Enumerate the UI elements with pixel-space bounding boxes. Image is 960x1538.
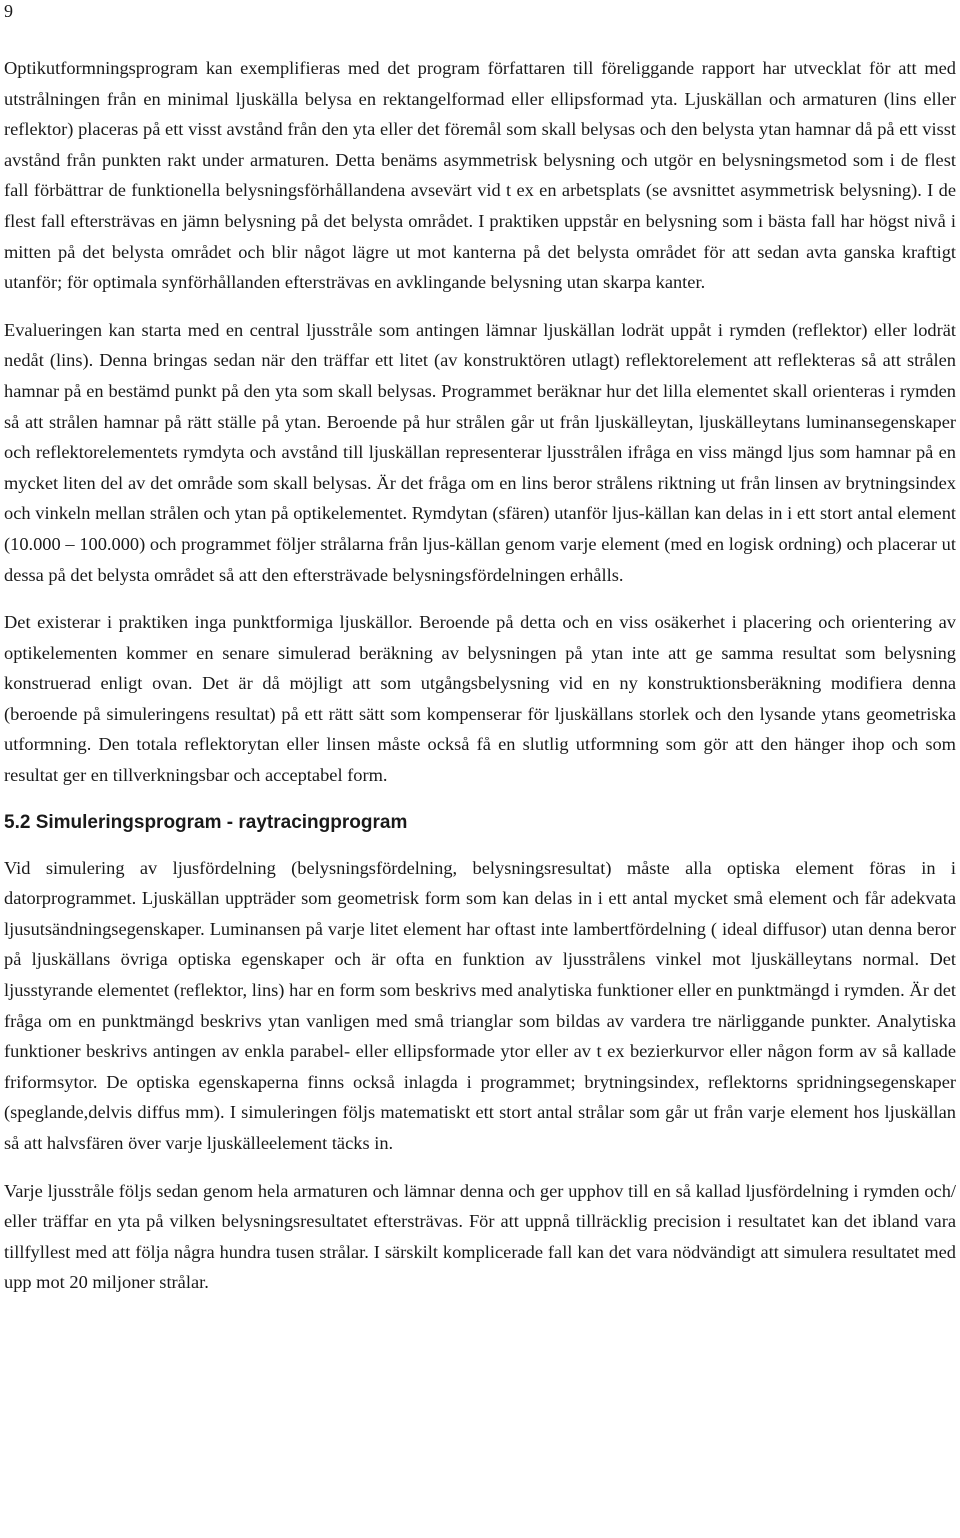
document-body xyxy=(4,53,956,1298)
paragraph-point-sources: Det existerar i praktiken inga punktformiga ljuskällor. Beroende på detta och en viss osäkerhet i placering och orientering av optikelementen kommer en senare simulerad beräkning av belysningen på ytan inte att ge samma resultat som belysning konstruerad enligt ovan. Det är då möjligt att som utgångsbelysning vid en ny konstruktionsberäkning modifiera denna (beroende på simuleringens resultat) på ett rätt sätt som kompenserar för ljuskällans storlek och den lysande ytans geometriska utformning. Den totala reflektorytan eller linsen måste också få en slutlig utformning som gör att den hänger ihop och som resultat ger en tillverkningsbar och acceptabel form. xyxy=(4,612,956,786)
paragraph-simulation: Vid simulering av ljusfördelning (belysningsfördelning, belysningsresultat) måste alla optiska element föras in i datorprogrammet. Ljuskällan uppträder som geometrisk form som kan delas in i ett antal mycket små element och får adekvata ljusutsändningsegenskaper. Luminansen på varje litet element har oftast inte lambertfördelning ( ideal diffusor) utan denna beror på ljuskällans övriga optiska egenskaper och är ofta en funktion av ljusstrålens vinkel mot ljuskälleytans normal. Det ljusstyrande elementet (reflektor, lins) har en form som beskrivs med analytiska funktioner eller en punktmängd i rymden. Är det fråga om en punktmängd beskrivs ytan vanligen med små trianglar som bildas av vardera tre närliggande punkter. Analytiska funktioner beskrivs antingen av enkla parabel- eller ellipsformade ytor eller av t ex bezierkurvor eller någon form av så kallade friformsytor. De optiska egenskaperna finns också inlagda i programmet; brytningsindex, reflektorns spridningsegenskaper (speglande,delvis diffus mm). I simuleringen följs matematiskt ett stort antal strålar som går ut från varje element hos ljuskällan så att halvsfären över varje ljuskälleelement täcks in. xyxy=(4,857,956,1153)
page-number: 9 xyxy=(4,1,13,21)
paragraph-optics-program: Optikutformningsprogram kan exemplifieras med det program författaren till föreliggande rapport har utvecklat för att med utstrålningen från en minimal ljuskälla belysa en rektangelformad eller ellipsformad yta. Ljuskällan och armaturen (lins eller reflektor) placeras på ett visst avstånd från den yta eller det föremål som skall belysas och den belysta ytan hamnar då på ett visst avstånd från punkten rakt under armaturen. Detta benäms asymmetrisk belysning och utgör en belysningsmetod som i de flest fall förbättrar de funktionella belysningsförhållandena avsevärt vid t ex en arbetsplats (se avsnittet asymmetrisk belysning). I de flest fall eftersträvas en jämn belysning på det belysta området. I praktiken uppstår en belysning som i bästa fall har högst nivå i mitten på det belysta området och blir något lägre ut mot kanterna på det belysta området för att sedan avta ganska kraftigt utanför; för optimala synförhållanden eftersträvas en avklingande belysning utan skarpa kanter. xyxy=(4,58,956,293)
section-heading: 5.2 Simuleringsprogram - raytracingprogram xyxy=(4,811,408,833)
paragraph-evaluation: Evalueringen kan starta med en central ljusstråle som antingen lämnar ljuskällan lodrät uppåt i rymden (reflektor) eller lodrät nedåt (lins). Denna bringas sedan när den träffar ett litet (av konstruktören utlagt) reflektorelement att reflekteras så att strålen hamnar på en bestämd punkt på den yta som skall belysas. Programmet beräknar hur det lilla elementet skall orienteras i rymden så att strålen hamnar på rätt ställe på ytan. Beroende på hur strålen går ut från ljuskälleytan, ljuskälleytans luminansegenskaper och reflektorelementets rymdyta och avstånd till ljuskällan representerar ljusstrålen ifråga en viss mängd ljus som hamnar på en mycket liten del av det område som skall belysas. Är det fråga om en lins beror strålens riktning ut från linsen av brytningsindex och vinkeln mellan strålen och ytan på optikelementet. Rymdytan (sfären) utanför ljus-källan kan delas in i ett stort antal element (10.000 – 100.000) och programmet följer strålarna från ljus-källan genom varje element (med en logisk ordning) och placerar ut dessa på det belysta området så att den eftersträvade belysningsfördelningen erhålls. xyxy=(4,319,956,585)
paragraph-ray-tracing: Varje ljusstråle följs sedan genom hela armaturen och lämnar denna och ger upphov till en så kallad ljusfördelning i rymden och/ eller träffar en yta på vilken belysningsresultatet eftersträvas. För att uppnå tillräcklig precision i resultatet kan det ibland vara tillfyllest med att följa några hundra tusen strålar. I särskilt komplicerade fall kan det vara nödvändigt att simulera resultatet med upp mot 20 miljoner strålar. xyxy=(4,1180,956,1293)
